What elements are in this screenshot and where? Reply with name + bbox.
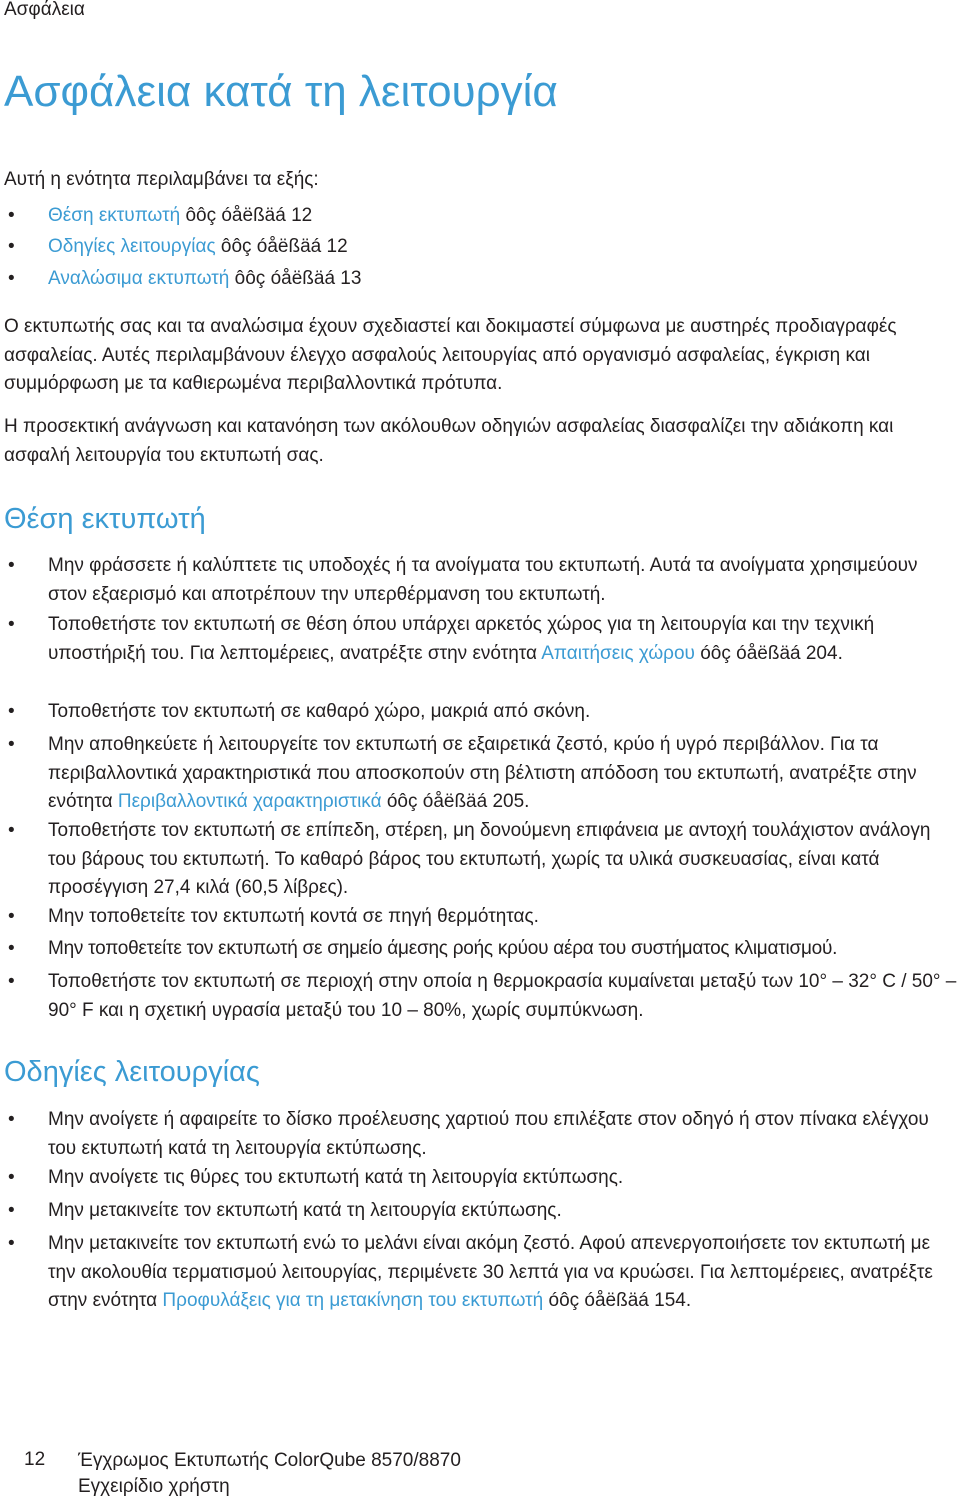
link-environmental-specs[interactable]: Περιβαλλοντικά χαρακτηριστικά	[117, 791, 382, 812]
bullet-icon: •	[8, 236, 15, 257]
bullet-icon: •	[8, 614, 15, 635]
toc-link-printer-location[interactable]: Θέση εκτυπωτή	[48, 205, 181, 226]
bullet-icon: •	[8, 701, 15, 722]
toc-page-ref: ôôç óåëßäá 13	[229, 268, 362, 289]
bullet-icon: •	[8, 938, 15, 959]
paragraph-safety-specs: Ο εκτυπωτής σας και τα αναλώσιμα έχουν σχεδιαστεί και δοκιμαστεί σύμφωνα με αυστηρές προδιαγραφές ασφαλείας. Αυτές περιλαμβάνουν έλεγχο ασφαλούς λειτουργίας από οργανισμό ασφαλείας, έγκριση και συμμόρφωση με τα καθιερωμένα περιβαλλοντικά πρότυπα.	[4, 316, 897, 394]
page-title: Ασφάλεια κατά τη λειτουργία	[4, 67, 558, 116]
chapter-header: Ασφάλεια	[4, 0, 85, 20]
bullet-icon: •	[8, 971, 15, 992]
toc-link-operating-guidelines[interactable]: Οδηγίες λειτουργίας	[48, 236, 216, 257]
link-space-requirements[interactable]: Απαιτήσεις χώρου	[541, 642, 695, 664]
paragraph-safety-reading: Η προσεκτική ανάγνωση και κατανόηση των ακόλουθων οδηγιών ασφαλείας διασφαλίζει την αδιάκοπη και ασφαλή λειτουργία του εκτυπωτή σας.	[4, 416, 894, 466]
intro-text: Αυτή η ενότητα περιλαμβάνει τα εξής:	[4, 169, 319, 190]
section-heading-printer-location: Θέση εκτυπωτή	[4, 503, 206, 535]
bullet-icon: •	[8, 1167, 15, 1188]
bullet-icon: •	[8, 906, 15, 927]
footer-product: Έγχρωμος Εκτυπωτής ColorQube 8570/8870	[78, 1450, 461, 1471]
bullet-icon: •	[8, 1200, 15, 1221]
footer-page-number: 12	[24, 1449, 46, 1470]
bullet-icon: •	[8, 555, 15, 576]
bullet-icon: •	[8, 1109, 15, 1130]
bullet-icon: •	[8, 1233, 15, 1254]
bullet-icon: •	[8, 734, 15, 755]
link-moving-precautions[interactable]: Προφυλάξεις για τη μετακίνηση του εκτυπωτή	[162, 1290, 544, 1311]
bullet-icon: •	[8, 268, 15, 289]
bullet-icon: •	[8, 820, 15, 841]
bullet-icon: •	[8, 205, 15, 226]
footer-product-title	[78, 1448, 461, 1500]
section-heading-operating-guidelines: Οδηγίες λειτουργίας	[4, 1056, 260, 1088]
toc-page-ref: ôôç óåëßäá 12	[215, 236, 348, 257]
footer-guide: Εγχειρίδιο χρήστη	[78, 1476, 230, 1497]
toc-link-printer-supplies[interactable]: Αναλώσιμα εκτυπωτή	[48, 268, 230, 289]
toc-page-ref: ôôç óåëßäá 12	[180, 205, 313, 226]
